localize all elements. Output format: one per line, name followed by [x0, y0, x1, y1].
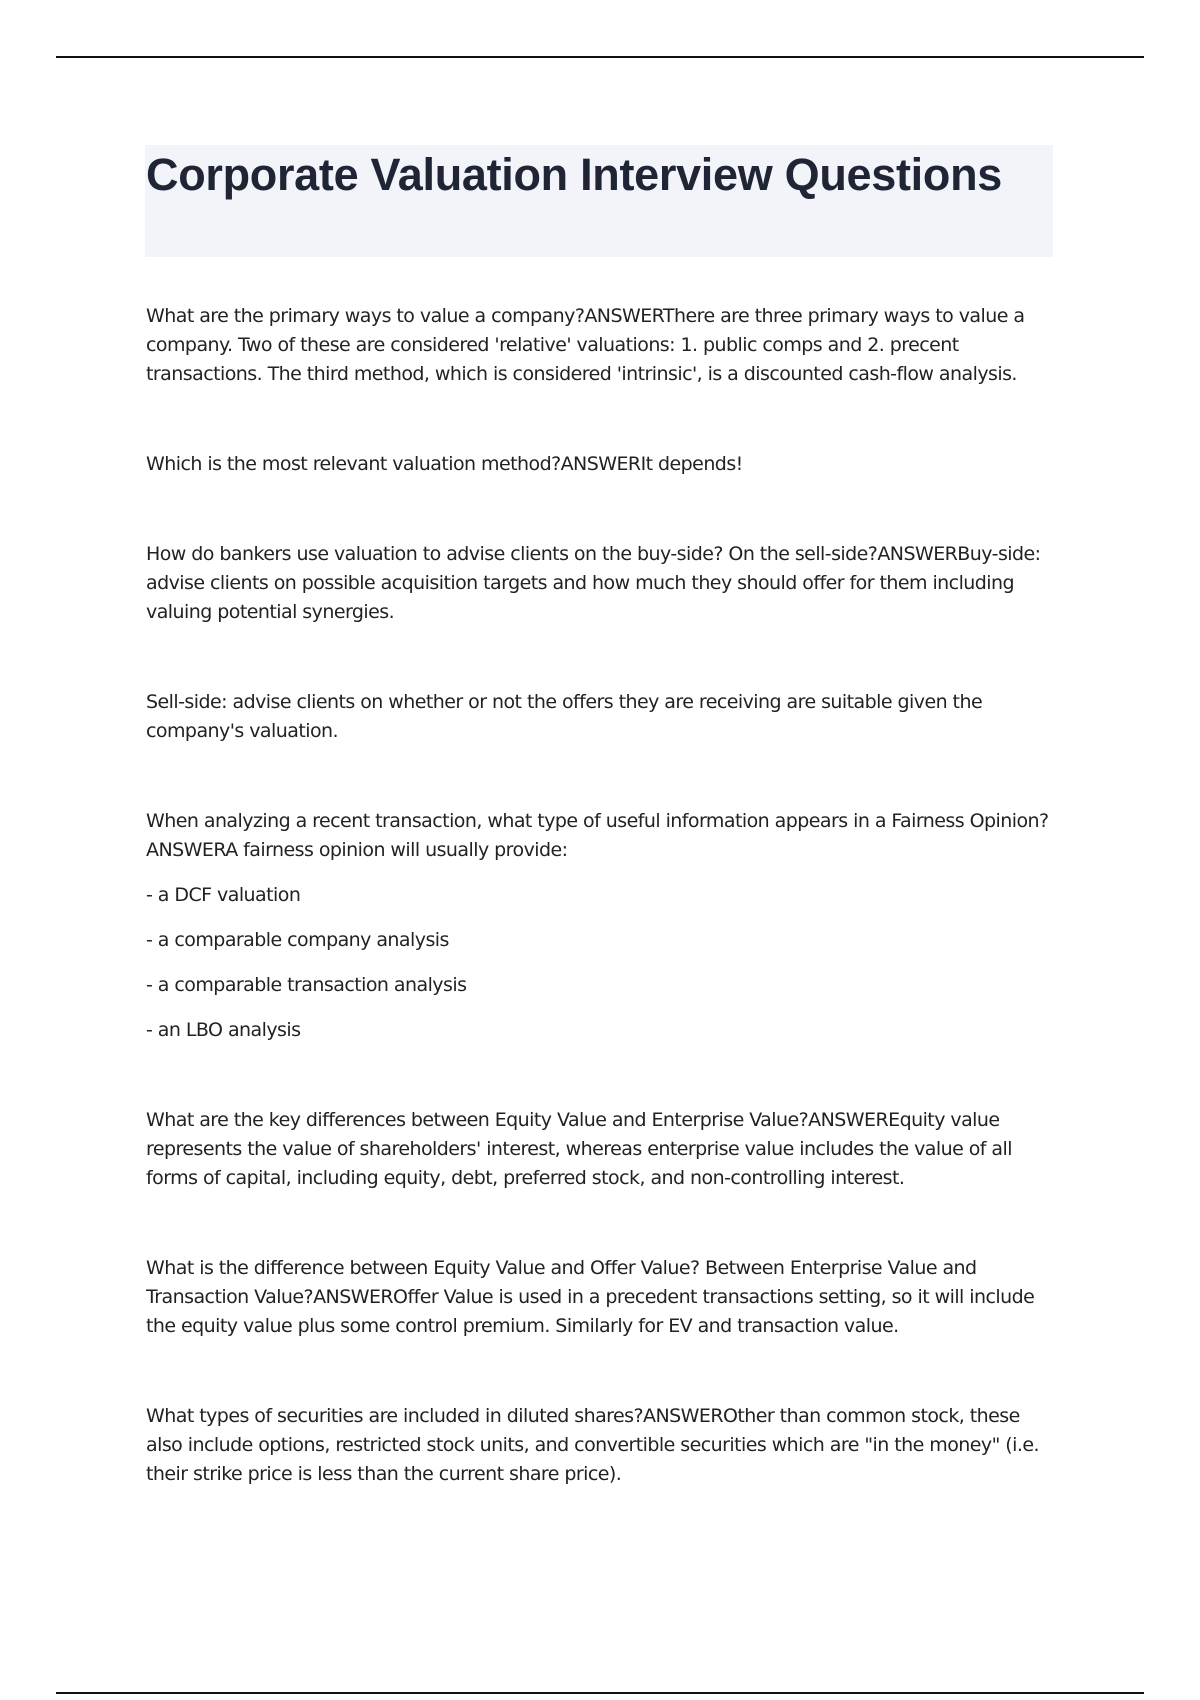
- list-item: - a comparable company analysis: [146, 929, 449, 951]
- bottom-rule: [56, 1692, 1144, 1694]
- qa-primary-valuation-methods: What are the primary ways to value a company?ANSWERThere are three primary ways to value a company. Two of these are considered 'relative' valuations: 1. public comps and 2. precent transactions. The third method, which is considered 'intrinsic', is a discounted cash-flow analysis.: [146, 305, 1025, 385]
- fairness-opinion-list: [146, 881, 1058, 1045]
- qa-buy-side-sell-side: How do bankers use valuation to advise clients on the buy-side? On the sell-side?ANSWERBuy-side: advise clients on possible acquisition targets and how much they should offer for them including valuing potential synergies.: [146, 543, 1041, 623]
- list-item: - a DCF valuation: [146, 884, 301, 906]
- document-title: Corporate Valuation Interview Questions: [146, 149, 1002, 200]
- qa-equity-vs-enterprise-value: What are the key differences between Equity Value and Enterprise Value?ANSWEREquity value represents the value of shareholders' interest, whereas enterprise value includes the value of all forms of capital, including equity, debt, preferred stock, and non-controlling interest.: [146, 1109, 1012, 1189]
- document-body: [146, 302, 1058, 1489]
- qa-most-relevant-method: Which is the most relevant valuation method?ANSWERIt depends!: [146, 453, 743, 475]
- qa-fairness-opinion: When analyzing a recent transaction, what type of useful information appears in a Fairness Opinion?ANSWERA fairness opinion will usually provide:: [146, 810, 1049, 861]
- qa-offer-vs-transaction-value: What is the difference between Equity Value and Offer Value? Between Enterprise Value and Transaction Value?ANSWEROffer Value is used in a precedent transactions setting, so it will include the equity value plus some control premium. Similarly for EV and transaction value.: [146, 1257, 1035, 1337]
- qa-diluted-shares: What types of securities are included in diluted shares?ANSWEROther than common stock, these also include options, restricted stock units, and convertible securities which are "in the money" (i.e. their strike price is less than the current share price).: [146, 1405, 1040, 1485]
- list-item: - an LBO analysis: [146, 1019, 301, 1041]
- top-rule: [56, 56, 1144, 58]
- qa-sell-side-continued: Sell-side: advise clients on whether or not the offers they are receiving are suitable given the company's valuation.: [146, 691, 983, 742]
- list-item: - a comparable transaction analysis: [146, 974, 467, 996]
